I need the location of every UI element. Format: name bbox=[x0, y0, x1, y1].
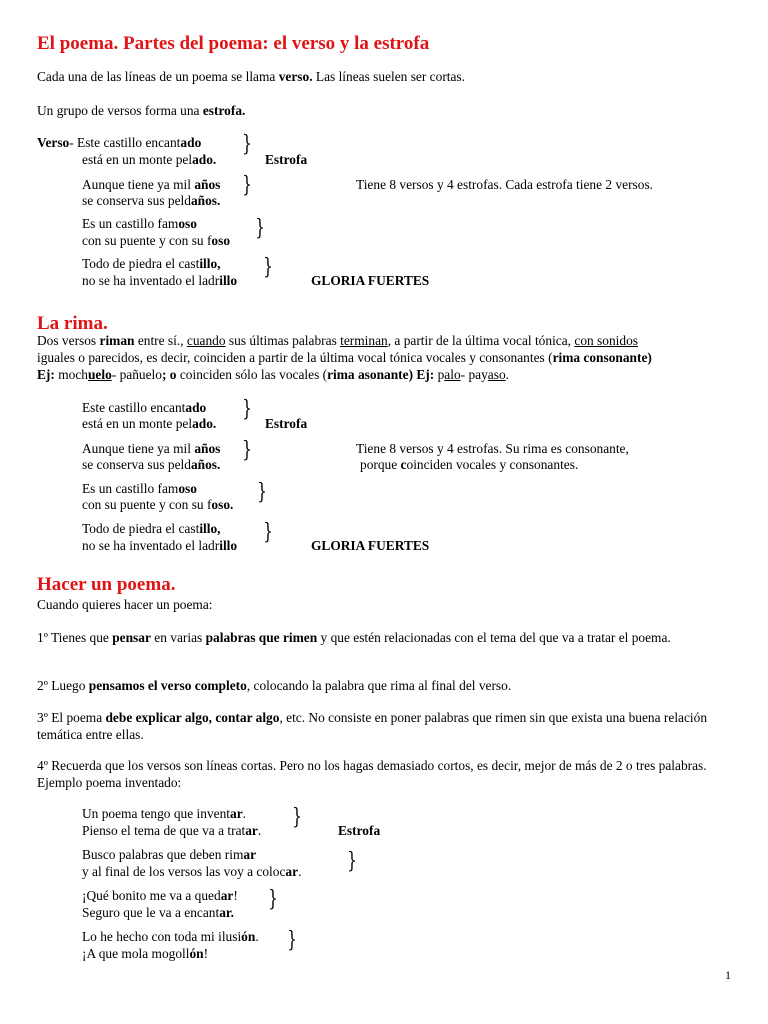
estrofa-label: Estrofa bbox=[338, 823, 381, 838]
rima-line-2: iguales o parecidos, es decir, coinciden a partir de la última vocal tónica vocales y consonantes (rima consonante) bbox=[37, 350, 652, 365]
estrofa-label: Estrofa bbox=[265, 152, 308, 167]
brace-icon: } bbox=[242, 438, 252, 463]
verse-line: Aunque tiene ya mil años bbox=[82, 177, 221, 192]
verse-line: Es un castillo famoso bbox=[82, 216, 197, 231]
verse-line: Es un castillo famoso bbox=[82, 481, 197, 496]
brace-icon: } bbox=[263, 255, 273, 280]
poem-note: porque coinciden vocales y consonantes. bbox=[360, 457, 579, 472]
verse-line: y al final de los versos las voy a colocar. bbox=[82, 864, 302, 879]
poem-note: Tiene 8 versos y 4 estrofas. Su rima es consonante, bbox=[356, 441, 629, 456]
verse-line: no se ha inventado el ladrillo bbox=[82, 538, 238, 553]
brace-icon: } bbox=[242, 173, 252, 198]
verse-line: Seguro que le va a encantar. bbox=[82, 905, 234, 920]
step-1: 1º Tienes que pensar en varias palabras que rimen y que estén relacionadas con el tema del que va a tratar el poema. bbox=[37, 630, 671, 645]
verse-line: Verso- Este castillo encantado bbox=[37, 135, 202, 150]
verse-line: Este castillo encantado bbox=[82, 400, 207, 415]
page-title: El poema. Partes del poema: el verso y la estrofa bbox=[37, 33, 430, 54]
verse-line: Lo he hecho con toda mi ilusión. bbox=[82, 929, 259, 944]
brace-icon: } bbox=[292, 805, 302, 830]
brace-icon: } bbox=[242, 132, 252, 157]
verse-line: Aunque tiene ya mil años bbox=[82, 441, 221, 456]
step-2: 2º Luego pensamos el verso completo, colocando la palabra que rima al final del verso. bbox=[37, 678, 512, 693]
brace-icon: } bbox=[287, 928, 297, 953]
brace-icon: } bbox=[347, 849, 357, 874]
verse-line: Todo de piedra el castillo, bbox=[82, 256, 221, 271]
page-number: 1 bbox=[725, 968, 731, 982]
verse-line: Pienso el tema de que va a tratar. bbox=[82, 823, 262, 838]
estrofa-label: Estrofa bbox=[265, 416, 308, 431]
hacer-intro: Cuando quieres hacer un poema: bbox=[37, 597, 213, 612]
verse-line: está en un monte pelado. bbox=[82, 152, 217, 167]
section-heading-hacer: Hacer un poema. bbox=[37, 574, 176, 595]
rima-line-1: Dos versos riman entre sí., cuando sus últimas palabras terminan, a partir de la última vocal tónica, con sonidos bbox=[37, 333, 638, 348]
brace-icon: } bbox=[257, 480, 267, 505]
verse-line: Todo de piedra el castillo, bbox=[82, 521, 221, 536]
verse-line: con su puente y con su foso bbox=[82, 233, 231, 248]
intro-line-2: Un grupo de versos forma una estrofa. bbox=[37, 103, 246, 118]
poem-note: Tiene 8 versos y 4 estrofas. Cada estrofa tiene 2 versos. bbox=[356, 177, 654, 192]
verse-line: con su puente y con su foso. bbox=[82, 497, 234, 512]
brace-icon: } bbox=[263, 520, 273, 545]
verse-line: no se ha inventado el ladrillo bbox=[82, 273, 238, 288]
verse-line: Un poema tengo que inventar. bbox=[82, 806, 247, 821]
verse-line: Busco palabras que deben rimar bbox=[82, 847, 257, 862]
verse-line: se conserva sus peldaños. bbox=[82, 193, 221, 208]
verse-line: ¡A que mola mogollón! bbox=[82, 946, 209, 961]
rima-line-3: Ej: mochuelo- pañuelo; o coinciden sólo las vocales (rima asonante) Ej: palo- payaso. bbox=[37, 367, 510, 382]
brace-icon: } bbox=[255, 216, 265, 241]
brace-icon: } bbox=[268, 887, 278, 912]
step-4: 4º Recuerda que los versos son líneas cortas. Pero no los hagas demasiado cortos, es decir, mejor de más de 2 o tres palabras. Ejemplo poema inventado: bbox=[37, 758, 707, 790]
author-name: GLORIA FUERTES bbox=[311, 538, 430, 553]
brace-icon: } bbox=[242, 397, 252, 422]
author-name: GLORIA FUERTES bbox=[311, 273, 430, 288]
step-3: 3º El poema debe explicar algo, contar algo, etc. No consiste en poner palabras que rimen sin que exista una buena relación temática entre ellas. bbox=[37, 710, 708, 742]
verse-line: ¡Qué bonito me va a quedar! bbox=[82, 888, 238, 903]
section-heading-rima: La rima. bbox=[37, 313, 108, 334]
verse-line: está en un monte pelado. bbox=[82, 416, 217, 431]
intro-line-1: Cada una de las líneas de un poema se llama verso. Las líneas suelen ser cortas. bbox=[37, 69, 465, 84]
verse-line: se conserva sus peldaños. bbox=[82, 457, 221, 472]
